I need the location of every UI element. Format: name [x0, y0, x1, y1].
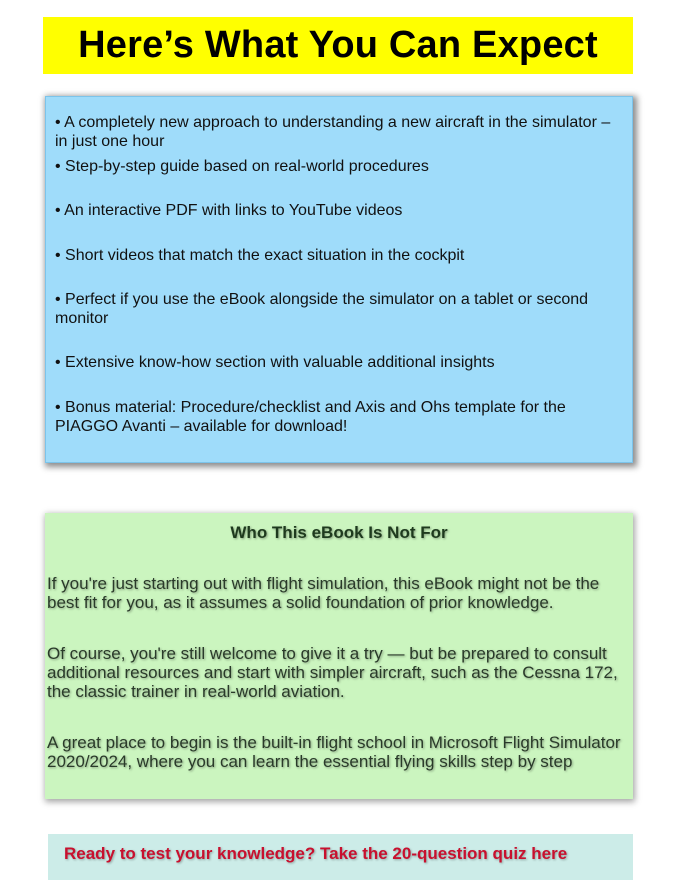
title-banner	[43, 17, 633, 74]
expect-item: • An interactive PDF with links to YouTube videos	[55, 202, 403, 219]
expect-item: • Bonus material: Procedure/checklist and Axis and Ohs template for the PIAGGO Avanti – available for download!	[55, 399, 566, 435]
expectations-box	[45, 96, 633, 463]
not-for-box	[45, 513, 633, 799]
expect-item: • Perfect if you use the eBook alongside the simulator on a tablet or second monitor	[55, 291, 589, 327]
expect-item: • Step-by-step guide based on real-world procedures	[55, 158, 429, 175]
not-for-paragraph: A great place to begin is the built-in flight school in Microsoft Flight Simulator 2020/2024, where you can learn the essential flying skills step by step	[47, 733, 621, 771]
expect-item: • Short videos that match the exact situation in the cockpit	[55, 247, 465, 264]
quiz-banner	[48, 834, 633, 880]
not-for-paragraph: If you're just starting out with flight simulation, this eBook might not be the best fit for you, as it assumes a solid foundation of prior knowledge.	[47, 574, 600, 612]
page-title: Here’s What You Can Expect	[78, 24, 598, 66]
quiz-link[interactable]: Ready to test your knowledge? Take the 20-question quiz here	[64, 844, 568, 863]
expect-item: • Extensive know-how section with valuable additional insights	[55, 354, 495, 371]
not-for-heading: Who This eBook Is Not For	[230, 523, 448, 542]
expect-item: • A completely new approach to understanding a new aircraft in the simulator – in just one hour	[55, 114, 611, 150]
not-for-paragraph: Of course, you're still welcome to give it a try — but be prepared to consult additional resources and start with simpler aircraft, such as the Cessna 172, the classic trainer in real-world aviation.	[47, 644, 618, 701]
